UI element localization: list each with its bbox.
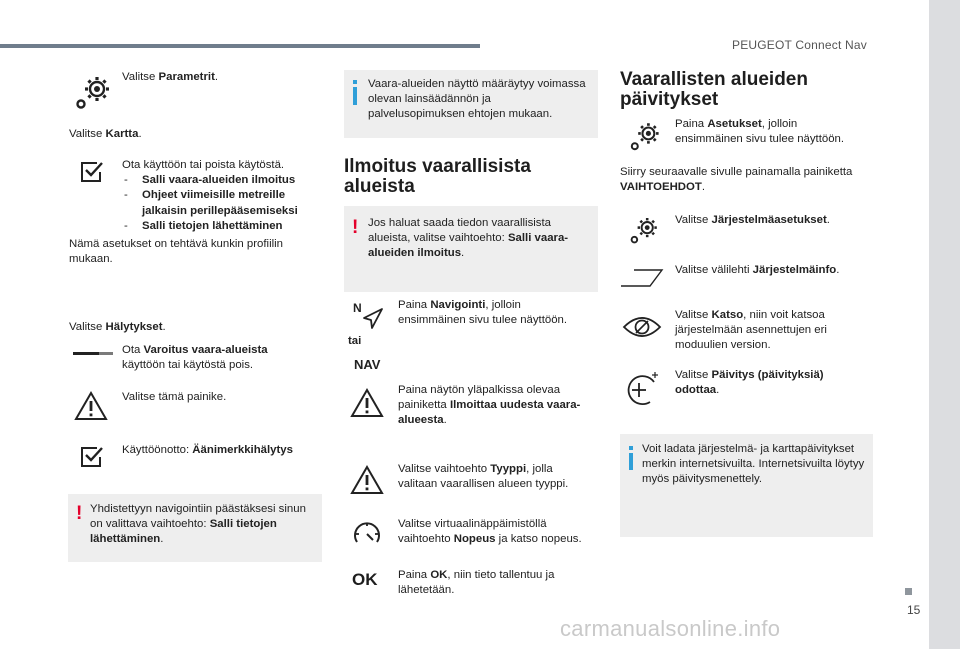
step-kayttoonotto: Käyttöönotto: Äänimerkkihälytys — [122, 444, 293, 456]
step-asetukset: Paina Asetukset, jolloin ensimmäinen sivu tulee näyttöön. — [675, 118, 845, 146]
toggle-line-icon — [73, 351, 113, 357]
info-icon-dot — [353, 80, 357, 84]
options-list — [122, 173, 322, 234]
or-label: tai — [348, 335, 362, 347]
step-valitse-parametrit: Valitse Parametrit. — [122, 71, 219, 83]
warning-note-box — [344, 206, 598, 292]
exclamation-icon: ! — [76, 503, 83, 524]
nav-button-label: NAV — [354, 357, 381, 372]
step-ilmoittaa: Paina näytön yläpalkissa olevaa painiketta Ilmoittaa uudesta vaara-alueesta. — [398, 384, 581, 427]
eye-icon — [622, 312, 662, 342]
header-title: PEUGEOT Connect Nav — [732, 38, 867, 52]
warning-note-text: Jos haluat saada tiedon vaarallisista alueista, valitse vaihtoehto: Salli vaara-alueiden ilmoitus. — [368, 217, 569, 260]
step-nopeus: Valitse virtuaalinäppäimistöllä vaihtoehto Nopeus ja katso nopeus. — [398, 518, 582, 546]
checkbox-icon — [80, 161, 104, 183]
step-navigointi: Paina Navigointi, jolloin ensimmäinen sivu tulee näyttöön. — [398, 299, 568, 327]
header-bar — [0, 44, 480, 48]
info-note-box — [344, 70, 598, 138]
warning-triangle-icon — [74, 391, 108, 421]
list-item: - Ohjeet viimeisille metreille jalkaisin perillepääsemiseksi — [122, 188, 322, 218]
update-plus-icon — [624, 372, 660, 406]
step-valitse-kartta: Valitse Kartta. — [69, 128, 142, 140]
info-note-text: Vaara-alueiden näyttö määräytyy voimassa olevan lainsäädännön ja palvelusopimuksen ehtojen mukaan. — [368, 78, 586, 121]
step-varoitus: Ota Varoitus vaara-alueista käyttöön tai käytöstä pois. — [122, 344, 268, 372]
tab-outline-icon — [620, 268, 664, 288]
options-intro: Ota käyttöön tai poista käytöstä. — [122, 159, 285, 171]
warning-note-box — [68, 494, 322, 562]
section-heading-paivitykset: Vaarallisten alueiden päivitykset — [620, 69, 808, 110]
settings-gears-icon — [628, 213, 660, 247]
page-number: 15 — [907, 603, 921, 617]
settings-gears-icon — [628, 118, 662, 154]
ok-button-label: OK — [352, 570, 378, 589]
navigation-arrow-icon — [352, 300, 384, 332]
speedometer-icon — [352, 520, 382, 546]
watermark-text: carmanualsonline.info — [560, 616, 781, 641]
end-of-section-mark — [905, 588, 912, 595]
list-item: - Salli vaara-alueiden ilmoitus — [122, 173, 322, 188]
step-paivitys: Valitse Päivitys (päivityksiä) odottaa. — [675, 369, 824, 397]
step-valitse-halytykset: Valitse Hälytykset. — [69, 321, 166, 333]
exclamation-icon: ! — [352, 217, 359, 238]
step-tyyppi: Valitse vaihtoehto Tyyppi, jolla valitaan vaarallisen alueen tyyppi. — [398, 463, 569, 491]
info-icon-bar — [629, 453, 633, 470]
profile-note: Nämä asetukset on tehtävä kunkin profiilin mukaan. — [69, 238, 284, 266]
info-icon-dot — [629, 446, 633, 450]
warning-triangle-icon — [350, 465, 384, 495]
step-tama-painike: Valitse tämä painike. — [122, 391, 227, 403]
info-icon-bar — [353, 87, 357, 105]
warning-note-text: Yhdistettyyn navigointiin päästäksesi sinun on valittava vaihtoehto: Salli tietojen lähettäminen. — [90, 503, 306, 546]
checkbox-icon — [80, 446, 104, 468]
info-note-box — [620, 434, 873, 537]
page-side-strip — [929, 0, 960, 649]
step-jarjestelmaasetukset: Valitse Järjestelmäasetukset. — [675, 214, 830, 226]
step-siirry: Siirry seuraavalle sivulle painamalla painiketta VAIHTOEHDOT. — [620, 166, 853, 194]
step-ok: Paina OK, niin tieto tallentuu ja lähetetään. — [398, 569, 555, 597]
svg-text:N: N — [353, 301, 362, 315]
info-note-text: Voit ladata järjestelmä- ja karttapäivitykset merkin internetsivuilta. Internetsivuilta löytyy myös päivitysmenettely. — [642, 443, 865, 486]
warning-triangle-icon — [350, 388, 384, 418]
step-katso: Valitse Katso, niin voit katsoa järjestelmään asennettujen eri moduulien version. — [675, 309, 827, 352]
section-heading-ilmoitus: Ilmoitus vaarallisista alueista — [344, 156, 531, 197]
settings-gears-icon — [73, 72, 113, 112]
step-jarjestelmainfo: Valitse välilehti Järjestelmäinfo. — [675, 264, 840, 276]
list-item: - Salli tietojen lähettäminen — [122, 219, 322, 234]
options-block — [122, 158, 322, 234]
